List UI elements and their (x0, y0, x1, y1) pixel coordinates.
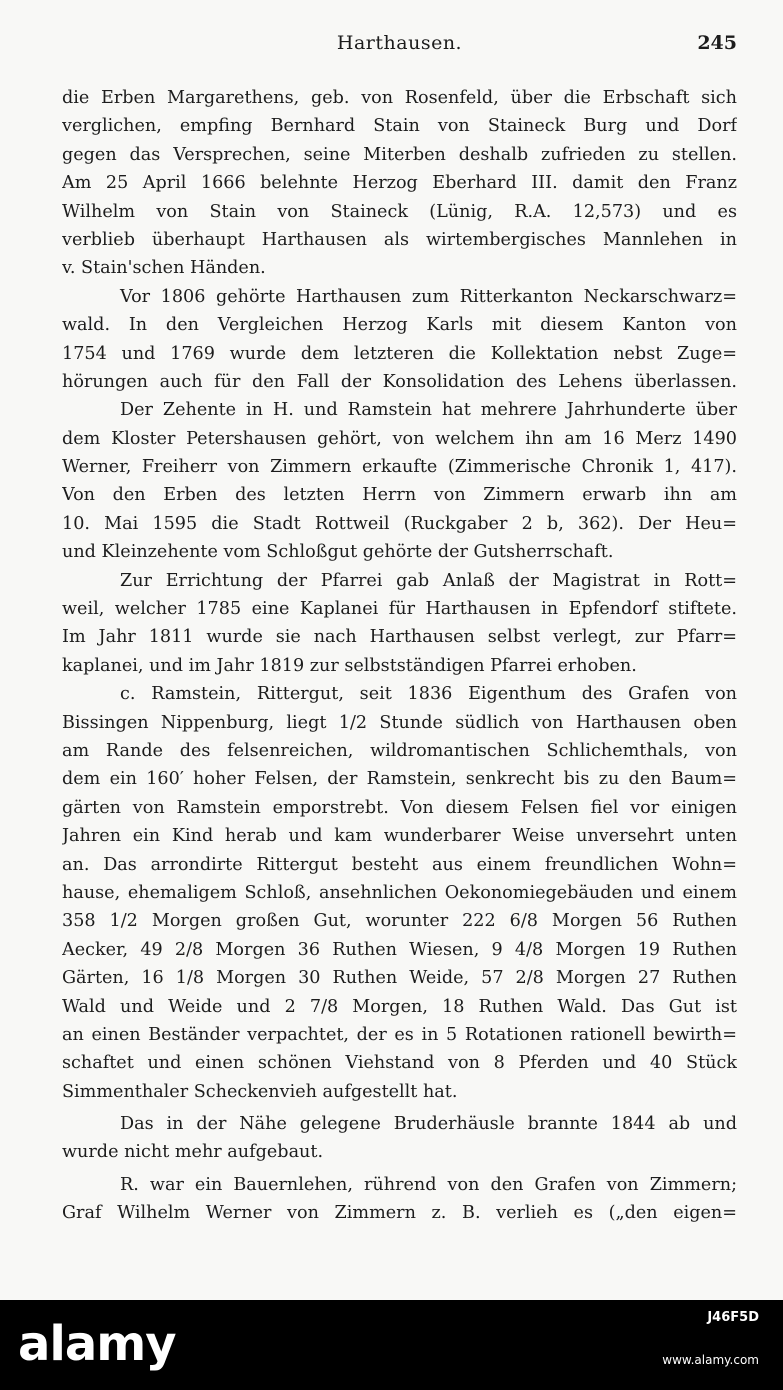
text-line: 10. Mai 1595 die Stadt Rottweil (Ruckgaber 2 b, 362). Der Heu= (62, 513, 737, 534)
text-line: und Kleinzehente vom Schloßgut gehörte der Gutsherrschaft. (62, 542, 614, 563)
text-line: 1754 und 1769 wurde dem letzteren die Kollektation nebst Zuge= (62, 343, 737, 364)
text-line: c. Ramstein, Rittergut, seit 1836 Eigenthum des Grafen von (120, 684, 737, 705)
page-header (62, 32, 737, 66)
brand-logo: alamy (18, 1316, 176, 1372)
text-line: weil, welcher 1785 eine Kaplanei für Harthausen in Epfendorf stiftete. (62, 599, 737, 620)
stock-watermark-bar (0, 1300, 783, 1390)
image-id: J46F5D (707, 1310, 759, 1325)
text-line: hause, ehemaligem Schloß, ansehnlichen Oekonomiegebäuden und einem (62, 882, 737, 903)
text-line: v. Stain'schen Händen. (62, 258, 266, 279)
text-line: Bissingen Nippenburg, liegt 1/2 Stunde südlich von Harthausen oben (62, 712, 737, 733)
text-line: Jahren ein Kind herab und kam wunderbarer Weise unversehrt unten (62, 826, 737, 847)
text-line: hörungen auch für den Fall der Konsolidation des Lehens überlassen. (62, 371, 737, 392)
text-line: die Erben Margarethens, geb. von Rosenfeld, über die Erbschaft sich (62, 88, 737, 108)
text-line: an. Das arrondirte Rittergut besteht aus einem freundlichen Wohn= (62, 854, 737, 875)
text-line: Im Jahr 1811 wurde sie nach Harthausen selbst verlegt, zur Pfarr= (62, 627, 737, 648)
text-line: Simmenthaler Scheckenvieh aufgestellt hat. (62, 1081, 458, 1102)
text-line: gegen das Versprechen, seine Miterben deshalb zufrieden zu stellen. (62, 144, 737, 165)
text-line: gärten von Ramstein emporstrebt. Von diesem Felsen fiel vor einigen (62, 797, 737, 818)
text-line: Am 25 April 1666 belehnte Herzog Eberhard III. damit den Franz (62, 173, 737, 194)
text-line: wald. In den Vergleichen Herzog Karls mit diesem Kanton von (62, 315, 737, 336)
site-url: www.alamy.com (662, 1353, 759, 1367)
text-line: Zur Errichtung der Pfarrei gab Anlaß der Magistrat in Rott= (120, 570, 737, 591)
text-line: Vor 1806 gehörte Harthausen zum Ritterkanton Neckarschwarz= (120, 286, 737, 307)
text-line: Aecker, 49 2/8 Morgen 36 Ruthen Wiesen, 9 4/8 Morgen 19 Ruthen (62, 939, 737, 960)
page-number: 245 (697, 32, 737, 54)
text-line: Graf Wilhelm Werner von Zimmern z. B. verlieh es („den eigen= (62, 1203, 737, 1224)
text-line: Von den Erben des letzten Herrn von Zimmern erwarb ihn am (62, 485, 737, 506)
text-line: Das in der Nähe gelegene Bruderhäusle brannte 1844 ab und (120, 1114, 737, 1135)
text-line: Wilhelm von Stain von Staineck (Lünig, R.A. 12,573) und es (62, 201, 737, 222)
text-line: R. war ein Bauernlehen, rührend von den Grafen von Zimmern; (120, 1174, 737, 1195)
body-text (62, 84, 737, 1228)
text-line: verblieb überhaupt Harthausen als wirtembergisches Mannlehen in (62, 229, 737, 250)
text-line: Wald und Weide und 2 7/8 Morgen, 18 Ruthen Wald. Das Gut ist (62, 996, 737, 1017)
running-head: Harthausen. (336, 32, 463, 54)
text-line: wurde nicht mehr aufgebaut. (62, 1142, 324, 1163)
text-line: am Rande des felsenreichen, wildromantischen Schlichemthals, von (62, 740, 737, 761)
text-line: an einen Beständer verpachtet, der es in 5 Rotationen rationell bewirth= (62, 1024, 737, 1045)
text-line: 358 1/2 Morgen großen Gut, worunter 222 6/8 Morgen 56 Ruthen (62, 911, 737, 932)
text-line: dem ein 160′ hoher Felsen, der Ramstein, senkrecht bis zu den Baum= (62, 769, 737, 790)
text-line: schaftet und einen schönen Viehstand von 8 Pferden und 40 Stück (62, 1053, 737, 1074)
text-line: Werner, Freiherr von Zimmern erkaufte (Zimmerische Chronik 1, 417). (62, 457, 737, 478)
text-line: dem Kloster Petershausen gehört, von welchem ihn am 16 Merz 1490 (62, 428, 737, 449)
text-line: Gärten, 16 1/8 Morgen 30 Ruthen Weide, 57 2/8 Morgen 27 Ruthen (62, 968, 737, 989)
text-line: verglichen, empfing Bernhard Stain von Staineck Burg und Dorf (62, 116, 737, 137)
text-line: kaplanei, und im Jahr 1819 zur selbstständigen Pfarrei erhoben. (62, 655, 637, 676)
text-line: Der Zehente in H. und Ramstein hat mehrere Jahrhunderte über (120, 400, 737, 421)
